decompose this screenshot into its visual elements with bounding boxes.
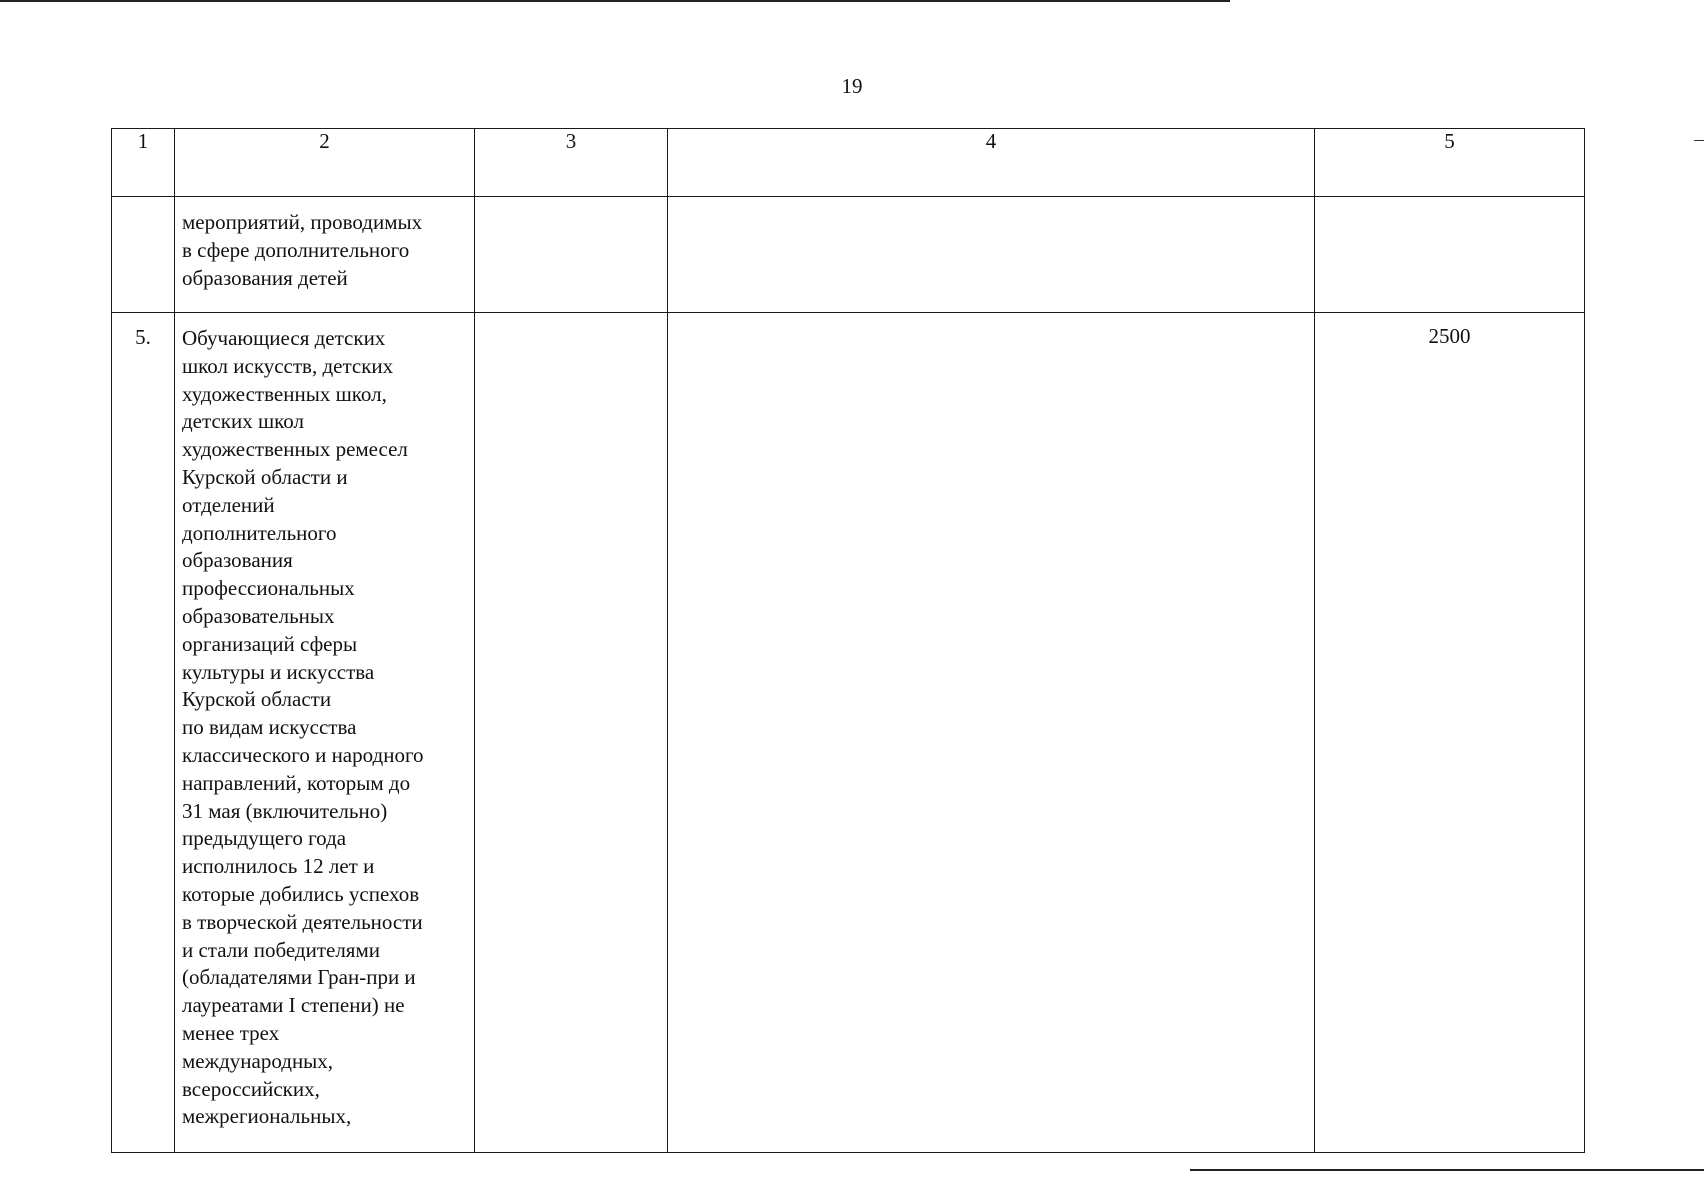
text-line: мероприятий, проводимых — [182, 210, 423, 234]
column-header-3: 3 — [475, 129, 668, 197]
row-col3-cell — [475, 197, 668, 313]
column-header-5: 5 — [1315, 129, 1585, 197]
text-line: направлений, которым до — [182, 770, 411, 795]
scan-edge-bottom — [1190, 1169, 1704, 1171]
column-header-1: 1 — [112, 129, 175, 197]
row-col3-cell — [475, 313, 668, 1153]
text-line: Курской области и — [182, 464, 348, 489]
column-header-4: 4 — [668, 129, 1315, 197]
page-number: 19 — [841, 74, 863, 98]
scan-edge-mark — [1694, 140, 1704, 141]
text-line: международных, — [182, 1048, 334, 1073]
row-col5-cell: 2500 — [1315, 313, 1585, 1153]
row-name-cell — [175, 197, 475, 313]
row-name-cell — [175, 313, 475, 1153]
column-header-2: 2 — [175, 129, 475, 197]
text-line: лауреатами I степени) не — [182, 993, 405, 1018]
table-row — [112, 313, 1585, 1153]
text-line: детских школ — [182, 409, 304, 434]
scan-edge-top — [0, 0, 1230, 2]
text-line: менее трех — [182, 1020, 280, 1045]
text-line: в сфере дополнительного — [182, 237, 410, 262]
document-table — [111, 128, 1585, 1153]
text-line: предыдущего года — [182, 826, 347, 851]
text-line: школ искусств, детских — [182, 353, 394, 378]
text-line: отделений — [182, 492, 275, 517]
text-line: и стали победителями — [182, 937, 380, 962]
table-row — [112, 197, 1585, 313]
row-col4-cell — [668, 313, 1315, 1153]
text-line: организаций сферы — [182, 631, 358, 656]
text-line: Обучающиеся детских — [182, 326, 386, 350]
table-header-row — [112, 129, 1585, 197]
text-line: по видам искусства — [182, 715, 357, 740]
text-line: Курской области — [182, 687, 332, 712]
text-line: образования — [182, 548, 293, 573]
text-line: исполнилось 12 лет и — [182, 854, 375, 879]
row-number-cell — [112, 197, 175, 313]
row-col4-cell — [668, 197, 1315, 313]
text-line: образовательных — [182, 603, 335, 628]
text-line: художественных школ, — [182, 381, 387, 406]
row-col5-cell — [1315, 197, 1585, 313]
row-number-cell: 5. — [112, 313, 175, 1153]
text-line: классического и народного — [182, 742, 424, 767]
text-line: межрегиональных, — [182, 1104, 352, 1129]
text-line: культуры и искусства — [182, 659, 375, 684]
text-line: дополнительного — [182, 520, 337, 545]
text-line: образования детей — [182, 265, 348, 290]
text-line: (обладателями Гран-при и — [182, 965, 416, 990]
text-line: в творческой деятельности — [182, 909, 423, 934]
text-line: профессиональных — [182, 576, 355, 601]
text-line: которые добились успехов — [182, 881, 420, 906]
text-line: всероссийских, — [182, 1076, 320, 1101]
text-line: художественных ремесел — [182, 437, 408, 462]
text-line: 31 мая (включительно) — [182, 798, 388, 823]
